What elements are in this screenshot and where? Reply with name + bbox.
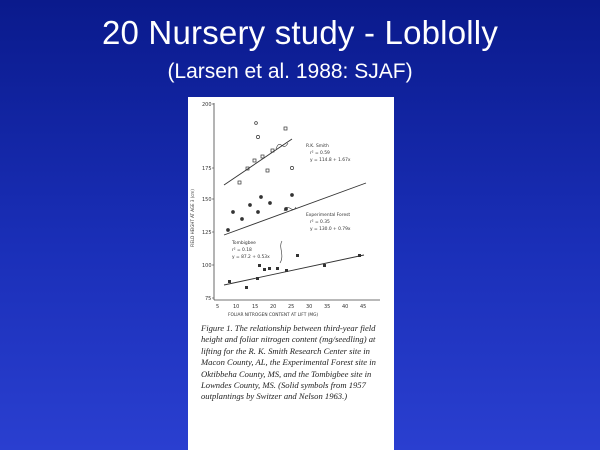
data-point xyxy=(268,267,271,270)
data-point xyxy=(256,135,259,138)
data-point xyxy=(258,264,261,267)
annotation-equation: y = 114.8 + 1.67x xyxy=(310,158,351,163)
y-tick-labels xyxy=(202,102,212,302)
data-point xyxy=(296,254,299,257)
x-tick-40: 40 xyxy=(342,304,349,310)
annotation-experimental-forest xyxy=(306,212,351,232)
data-point xyxy=(261,155,264,158)
x-tick-35: 35 xyxy=(324,304,331,310)
data-point xyxy=(263,268,266,271)
series-rk-smith-points xyxy=(238,122,294,184)
data-point xyxy=(260,196,263,199)
data-point xyxy=(256,277,259,280)
y-tick-75: 75 xyxy=(205,296,212,302)
data-point xyxy=(245,286,248,289)
x-axis-label: FOLIAR NITROGEN CONTENT AT LIFT (MG) xyxy=(228,313,319,318)
data-point xyxy=(228,280,231,283)
annotation-equation: y = 130.0 + 0.79x xyxy=(310,227,351,232)
figure-caption: Figure 1. The relationship between third-year field height and foliar nitrogen content (mg/seedling) at lifting for the R. K. Smith Research Center site in Macon County, AL, the Experimental Forest site in Oktibbeha County, MS, and the Tombigbee site in Lowndes County, MS. (Solid symbols from 1957 outplantings by Switzer and Nelson 1963.) xyxy=(201,323,376,402)
annotation-site-label: R.K. Smith xyxy=(306,144,329,149)
y-tick-100: 100 xyxy=(202,263,212,269)
data-point xyxy=(238,181,241,184)
data-point xyxy=(291,194,294,197)
annotation-rk-smith xyxy=(306,143,351,163)
x-tick-20: 20 xyxy=(270,304,277,310)
x-tick-15: 15 xyxy=(252,304,259,310)
slide-title: 20 Nursery study - Loblolly xyxy=(101,14,499,51)
x-tick-5: 5 xyxy=(216,304,220,310)
annotation-r2: r² = 0.59 xyxy=(310,151,330,156)
data-point xyxy=(249,204,252,207)
data-point xyxy=(241,218,244,221)
data-point xyxy=(232,211,235,214)
series-experimental-forest-points xyxy=(227,194,294,232)
data-point xyxy=(269,202,272,205)
annotation-r2: r² = 0.18 xyxy=(232,248,252,253)
annotation-equation: y = 87.2 + 0.53x xyxy=(232,255,270,260)
x-tick-45: 45 xyxy=(360,304,367,310)
data-point xyxy=(323,264,326,267)
y-tick-200: 200 xyxy=(202,102,212,108)
data-point xyxy=(257,211,260,214)
x-tick-10: 10 xyxy=(233,304,240,310)
regression-line-rk-smith xyxy=(224,139,292,185)
slide-subtitle: (Larsen et al. 1988: SJAF) xyxy=(167,60,413,83)
data-point xyxy=(290,166,293,169)
x-tick-25: 25 xyxy=(288,304,295,310)
annotation-site-label: Tombigbee xyxy=(232,241,256,246)
y-tick-125: 125 xyxy=(202,230,212,236)
data-point xyxy=(285,269,288,272)
data-point xyxy=(358,254,361,257)
data-point xyxy=(284,127,287,130)
annotation-site-label: Experimental Forest xyxy=(306,213,351,218)
annotation-tombigbee xyxy=(231,240,270,260)
annotation-r2: r² = 0.35 xyxy=(310,220,330,225)
y-tick-175: 175 xyxy=(202,166,212,172)
x-tick-labels xyxy=(216,304,366,310)
data-point xyxy=(266,169,269,172)
x-tick-30: 30 xyxy=(306,304,313,310)
y-tick-150: 150 xyxy=(202,197,212,203)
data-point xyxy=(255,122,258,125)
data-point xyxy=(276,267,279,270)
y-axis-label: FIELD HEIGHT AT AGE 3 (cm) xyxy=(190,189,195,247)
data-point xyxy=(227,229,230,232)
scanned-figure xyxy=(188,97,394,450)
data-point xyxy=(253,159,256,162)
